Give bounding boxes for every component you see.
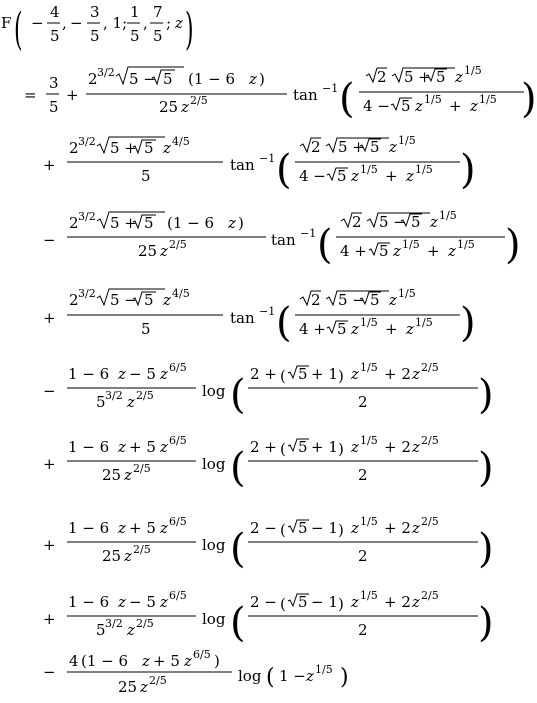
radicand: 5 (144, 291, 154, 309)
radicand: 2 (377, 68, 387, 86)
plus-sign: + (43, 309, 56, 327)
paren-right: ) (338, 595, 344, 613)
factor: 2 − (250, 593, 277, 611)
fraction-den: 25 (102, 547, 122, 565)
exponent: 2/5 (421, 589, 439, 602)
fraction-den: 25 (102, 466, 122, 484)
paren: ) (259, 70, 265, 88)
variable-z: z (160, 242, 168, 260)
fraction-den: 5 (96, 621, 106, 639)
radicand: 5 (337, 167, 347, 185)
factor: (1 − 6 (81, 652, 129, 670)
variable-z: z (140, 678, 148, 696)
exponent: 2/5 (133, 543, 151, 556)
log: log (202, 610, 226, 628)
arctan: tan (271, 231, 296, 249)
radicand: 5 (144, 139, 154, 157)
exponent: 3/2 (78, 210, 96, 223)
variable-z: z (175, 14, 183, 32)
exponent: 1/5 (464, 64, 482, 77)
exponent: 1/5 (479, 93, 497, 106)
variable-z: z (124, 466, 132, 484)
variable-z: z (351, 320, 359, 338)
formula-lhs (1, 3, 194, 55)
log-terms (43, 361, 494, 646)
exponent: 1/5 (424, 93, 442, 106)
variable-z: z (389, 291, 397, 309)
paren-left: ( (14, 4, 23, 56)
variable-z: z (406, 320, 414, 338)
fraction-den: 2 (358, 621, 368, 639)
exponent: 6/5 (169, 589, 187, 602)
fraction-den: 25 (118, 678, 138, 696)
plus-sign: + (43, 536, 56, 554)
coef-two: 2 (69, 139, 79, 157)
arctan: tan (230, 309, 255, 327)
exponent: −1 (259, 305, 276, 318)
radicand: 5 − (110, 291, 137, 309)
exponent: 1/5 (415, 163, 433, 176)
variable-z: z (406, 167, 414, 185)
fraction-den: 5 (130, 27, 140, 45)
fraction-den: 4 + (340, 242, 367, 260)
variable-z: z (142, 652, 150, 670)
minus-sign: − (43, 382, 56, 400)
plus-sign: + (385, 320, 398, 338)
variable-z: z (160, 365, 168, 383)
paren-right: ) (338, 440, 344, 458)
equals-sign: = (24, 86, 37, 104)
variable-z: z (160, 519, 168, 537)
coef-two: 2 (69, 214, 79, 232)
exponent: 1/5 (315, 663, 333, 676)
radicand: 5 (163, 70, 173, 88)
plus-sign: + 2 (384, 438, 411, 456)
plus-sign: + (449, 97, 462, 115)
exponent: 2/5 (421, 434, 439, 447)
exponent: 1/5 (439, 209, 457, 222)
coef-two: 2 (88, 70, 98, 88)
variable-z: z (118, 593, 126, 611)
variable-z: z (249, 70, 257, 88)
radicand: 2 (352, 213, 362, 231)
minus-sign: − (43, 231, 56, 249)
variable-z: z (412, 593, 420, 611)
radicand: 5 + (404, 68, 431, 86)
paren-left: ( (280, 521, 286, 539)
fraction-den: 2 (358, 466, 368, 484)
fraction-den: 5 (141, 167, 151, 185)
arctan: tan (293, 86, 318, 104)
plus-sign: + 5 (129, 438, 156, 456)
variable-z: z (393, 242, 401, 260)
exponent: 4/5 (172, 287, 190, 300)
exponent: 2/5 (136, 617, 154, 630)
term-9 (43, 648, 349, 696)
coef-four: 4 (69, 652, 79, 670)
exponent: 3/2 (78, 287, 96, 300)
comma: , (62, 14, 67, 32)
minus-sign: − 5 (129, 593, 156, 611)
variable-z: z (163, 291, 171, 309)
term-1 (24, 64, 537, 122)
fraction-den: 5 (50, 27, 60, 45)
factor: 1 − 6 (68, 365, 110, 383)
paren-left: ( (230, 526, 246, 572)
paren-right: ) (338, 521, 344, 539)
exponent: 2/5 (169, 238, 187, 251)
exponent: 1/5 (398, 287, 416, 300)
paren-right: ) (185, 4, 194, 56)
log: log (202, 455, 226, 473)
exponent: −1 (300, 227, 317, 240)
radicand: 5 + (110, 214, 137, 232)
radicand: 5 (337, 320, 347, 338)
variable-z: z (448, 242, 456, 260)
paren-left: ( (317, 222, 333, 268)
variable-z: z (351, 519, 359, 537)
exponent: 6/5 (169, 515, 187, 528)
exponent: 2/5 (421, 515, 439, 528)
factor: 1 − (279, 667, 306, 685)
paren-left: ( (276, 147, 292, 193)
exponent: 3/2 (78, 135, 96, 148)
paren-right: ) (521, 76, 537, 122)
variable-z: z (160, 593, 168, 611)
term-3 (43, 209, 521, 268)
variable-z: z (430, 213, 438, 231)
factor: 2 − (250, 519, 277, 537)
factor: 1 − 6 (68, 519, 110, 537)
fraction-num: 4 (50, 3, 60, 21)
paren-right: ) (478, 600, 494, 646)
fraction-den: 5 (141, 320, 151, 338)
paren-left: ( (230, 445, 246, 491)
exponent: −1 (322, 82, 339, 95)
plus-sign: + (43, 610, 56, 628)
comma-one: , 1; (103, 14, 128, 32)
term-4 (43, 287, 476, 346)
paren-right: ) (460, 147, 476, 193)
plus-sign: + 5 (153, 652, 180, 670)
paren-right: ) (478, 372, 494, 418)
radicand: 5 + (338, 138, 365, 156)
exponent: 1/5 (360, 515, 378, 528)
variable-z: z (412, 365, 420, 383)
variable-z: z (351, 167, 359, 185)
exponent: 1/5 (360, 316, 378, 329)
comma: , (143, 14, 148, 32)
factor: 1 − 6 (68, 438, 110, 456)
exponent: −1 (259, 152, 276, 165)
factor: 2 + (250, 438, 277, 456)
exponent: 1/5 (360, 589, 378, 602)
variable-z: z (181, 98, 189, 116)
fraction-den: 4 + (299, 320, 326, 338)
plus-sign: + (385, 167, 398, 185)
paren-left: ( (339, 76, 355, 122)
fraction-num: 1 (130, 3, 140, 21)
variable-z: z (412, 438, 420, 456)
exponent: 6/5 (169, 361, 187, 374)
coef-two: 2 (69, 291, 79, 309)
fraction-den: 5 (96, 393, 106, 411)
exponent: 1/5 (457, 238, 475, 251)
semicolon: ; (166, 14, 172, 32)
fraction-num: 7 (153, 3, 163, 21)
variable-z: z (228, 214, 236, 232)
radicand: 5 (298, 519, 308, 537)
plus-sign: + 2 (384, 593, 411, 611)
paren-right: ) (478, 445, 494, 491)
exponent: 1/5 (360, 361, 378, 374)
radicand: 2 (311, 291, 321, 309)
factor: 2 + (250, 365, 277, 383)
paren-right: ) (505, 222, 521, 268)
variable-z: z (389, 138, 397, 156)
plus-sign: + 5 (129, 519, 156, 537)
term-2 (43, 134, 476, 193)
variable-z: z (306, 667, 314, 685)
radicand: 5 (370, 291, 380, 309)
variable-z: z (351, 438, 359, 456)
exponent: 2/5 (421, 361, 439, 374)
fraction-num: 3 (49, 74, 59, 92)
variable-z: z (415, 97, 423, 115)
fraction-den: 25 (159, 98, 179, 116)
exponent: 2/5 (136, 389, 154, 402)
radicand: 5 (401, 97, 411, 115)
variable-z: z (455, 68, 463, 86)
paren-left: ( (280, 595, 286, 613)
minus-sign: − 5 (129, 365, 156, 383)
variable-z: z (127, 621, 135, 639)
variable-z: z (470, 97, 478, 115)
factor: + 1 (311, 365, 338, 383)
exponent: 3/2 (105, 617, 123, 630)
fraction-den: 5 (49, 98, 59, 116)
exponent: 2/5 (149, 674, 167, 687)
radicand: 5 (144, 214, 154, 232)
fraction-num: 3 (90, 3, 100, 21)
fraction-den: 25 (138, 242, 158, 260)
radicand: 5 (298, 593, 308, 611)
factor: (1 − 6 (167, 214, 215, 232)
variable-z: z (127, 393, 135, 411)
variable-z: z (118, 519, 126, 537)
paren-left: ( (230, 600, 246, 646)
fraction-den: 2 (358, 547, 368, 565)
exponent: 1/5 (402, 238, 420, 251)
radicand: 5 (411, 213, 421, 231)
radicand: 5 (298, 365, 308, 383)
plus-sign: + 2 (384, 519, 411, 537)
plus-sign: + (427, 242, 440, 260)
exponent: 1/5 (415, 316, 433, 329)
paren-left: ( (230, 372, 246, 418)
paren-right: ) (478, 526, 494, 572)
minus-sign: − (70, 14, 83, 32)
radicand: 5 − (338, 291, 365, 309)
paren: ) (238, 214, 244, 232)
paren-right: ) (460, 300, 476, 346)
exponent: 6/5 (193, 648, 211, 661)
exponent: 3/2 (105, 389, 123, 402)
arctan: tan (230, 156, 255, 174)
variable-z: z (118, 365, 126, 383)
radicand: 5 + (110, 139, 137, 157)
radicand: 5 − (129, 70, 156, 88)
log: log (238, 667, 262, 685)
exponent: 2/5 (133, 462, 151, 475)
radicand: 5 (370, 138, 380, 156)
plus-sign: + (43, 455, 56, 473)
variable-z: z (118, 438, 126, 456)
exponent: 2/5 (190, 94, 208, 107)
exponent: 1/5 (360, 434, 378, 447)
factor: − 1 (311, 593, 338, 611)
radicand: 5 (436, 68, 446, 86)
exponent: 1/5 (398, 134, 416, 147)
variable-z: z (160, 438, 168, 456)
exponent: 1/5 (360, 163, 378, 176)
plus-sign: + (43, 156, 56, 174)
function-name: F (1, 14, 12, 32)
minus-sign: − (31, 14, 44, 32)
radicand: 5 − (379, 213, 406, 231)
radicand: 2 (311, 138, 321, 156)
exponent: 6/5 (169, 434, 187, 447)
exponent: 3/2 (97, 66, 115, 79)
exponent: 4/5 (172, 135, 190, 148)
variable-z: z (351, 593, 359, 611)
plus-sign: + (66, 86, 79, 104)
variable-z: z (184, 652, 192, 670)
minus-sign: − (43, 663, 56, 681)
fraction-den: 5 (153, 27, 163, 45)
paren-right: ) (338, 367, 344, 385)
fraction-den: 4 − (363, 97, 390, 115)
fraction-den: 4 − (299, 167, 326, 185)
paren-left: ( (280, 367, 286, 385)
paren-left: ( (280, 440, 286, 458)
variable-z: z (351, 365, 359, 383)
radicand: 5 (298, 438, 308, 456)
variable-z: z (163, 139, 171, 157)
paren-left: ( (276, 300, 292, 346)
factor: (1 − 6 (188, 70, 236, 88)
paren-right: ) (340, 665, 349, 690)
log: log (202, 536, 226, 554)
paren-left: ( (266, 665, 275, 690)
factor: − 1 (311, 519, 338, 537)
plus-sign: + 2 (384, 365, 411, 383)
paren: ) (214, 652, 220, 670)
variable-z: z (412, 519, 420, 537)
log: log (202, 382, 226, 400)
fraction-den: 5 (90, 27, 100, 45)
factor: 1 − 6 (68, 593, 110, 611)
radicand: 5 (379, 242, 389, 260)
variable-z: z (124, 547, 132, 565)
fraction-den: 2 (358, 393, 368, 411)
factor: + 1 (311, 438, 338, 456)
